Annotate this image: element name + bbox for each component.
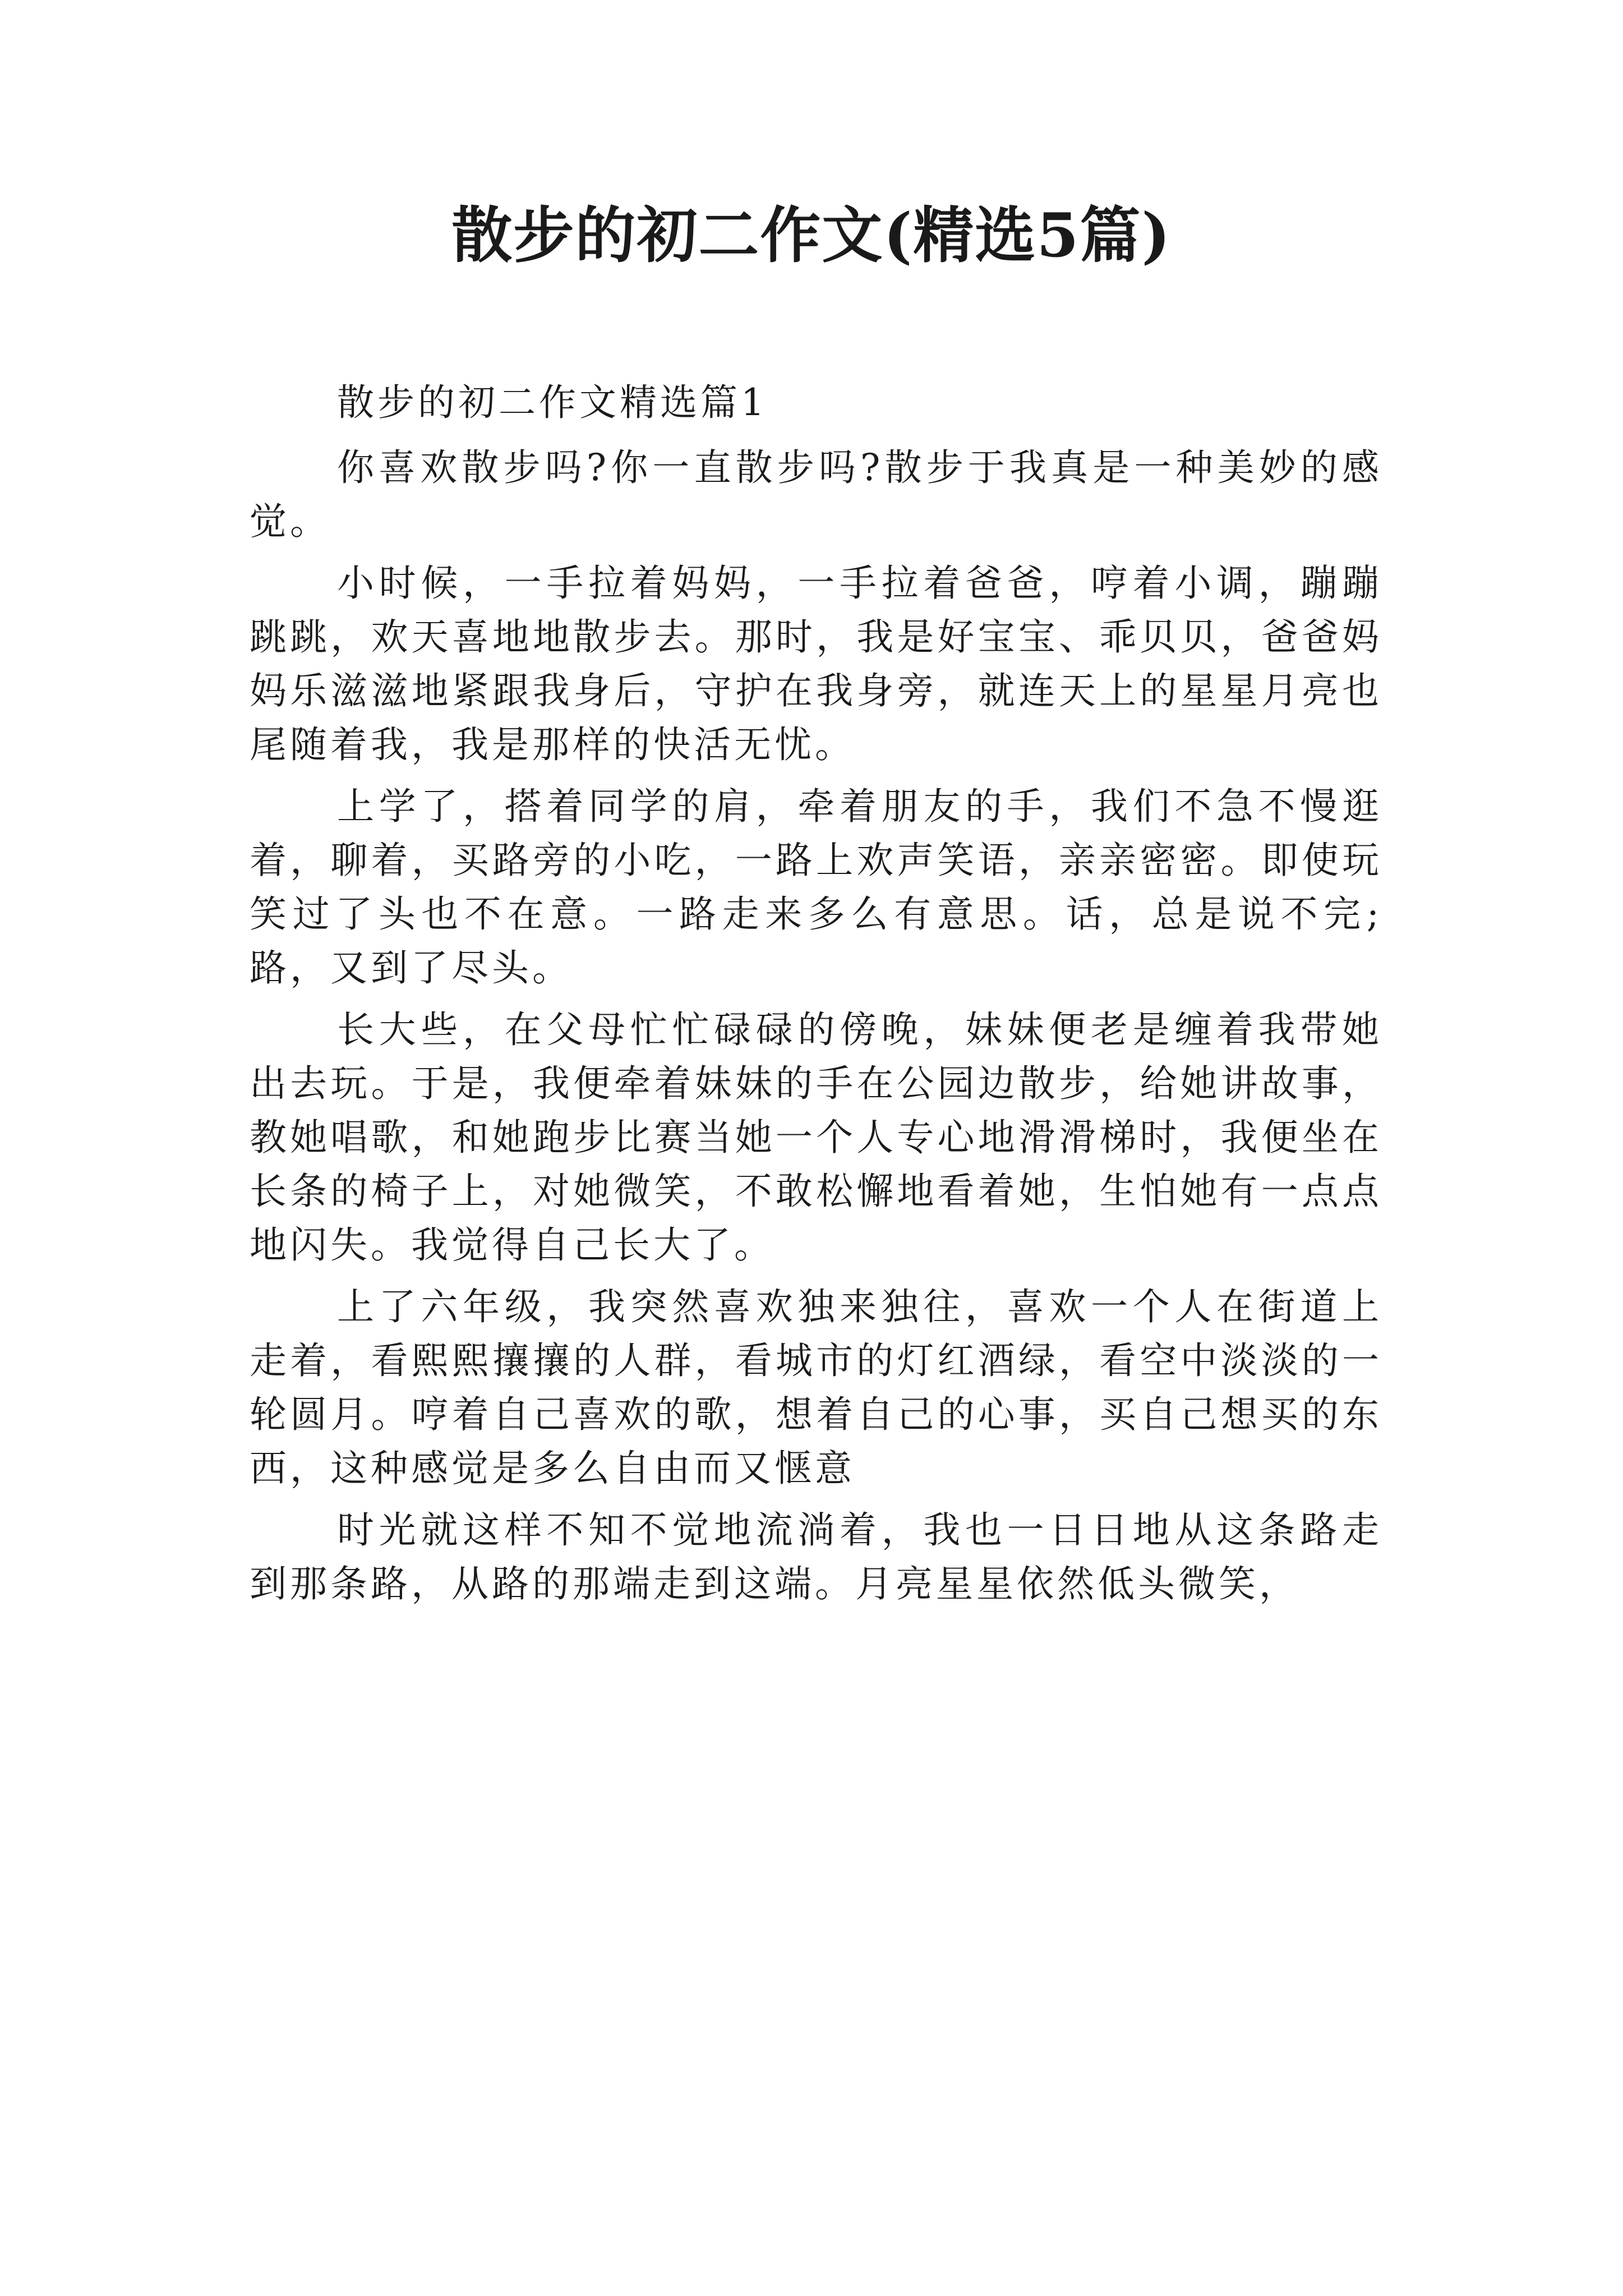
section-heading: 散步的初二作文精选篇1 <box>337 381 768 424</box>
paragraph: 上学了，搭着同学的肩，牵着朋友的手，我们不急不慢逛着，聊着，买路旁的小吃，一路上欢声笑语，亲亲密密。即使玩笑过了头也不在意。一路走来多么有意思。话，总是说不完;路，又到了尽头。 <box>250 785 1382 990</box>
paragraph: 长大些，在父母忙忙碌碌的傍晚，妹妹便老是缠着我带她出去玩。于是，我便牵着妹妹的手在公园边散步，给她讲故事，教她唱歌，和她跑步比赛当她一个人专心地滑滑梯时，我便坐在长条的椅子上，对她微笑，不敢松懈地看着她，生怕她有一点点地闪失。我觉得自己长大了。 <box>250 1008 1382 1267</box>
document-body <box>250 376 1382 1619</box>
paragraph: 上了六年级，我突然喜欢独来独往，喜欢一个人在街道上走着，看熙熙攘攘的人群，看城市的灯红酒绿，看空中淡淡的一轮圆月。哼着自己喜欢的歌，想着自己的心事，买自己想买的东西，这种感觉是多么自由而又惬意 <box>250 1285 1382 1490</box>
document-title: 散步的初二作文(精选5篇) <box>451 200 1172 271</box>
paragraph: 你喜欢散步吗?你一直散步吗?散步于我真是一种美妙的感觉。 <box>250 446 1382 543</box>
paragraph: 时光就这样不知不觉地流淌着，我也一日日地从这条路走到那条路，从路的那端走到这端。月亮星星依然低头微笑， <box>250 1508 1382 1605</box>
paragraph: 小时候，一手拉着妈妈，一手拉着爸爸，哼着小调，蹦蹦跳跳，欢天喜地地散步去。那时，我是好宝宝、乖贝贝，爸爸妈妈乐滋滋地紧跟我身后，守护在我身旁，就连天上的星星月亮也尾随着我，我是那样的快活无忧。 <box>250 562 1382 766</box>
